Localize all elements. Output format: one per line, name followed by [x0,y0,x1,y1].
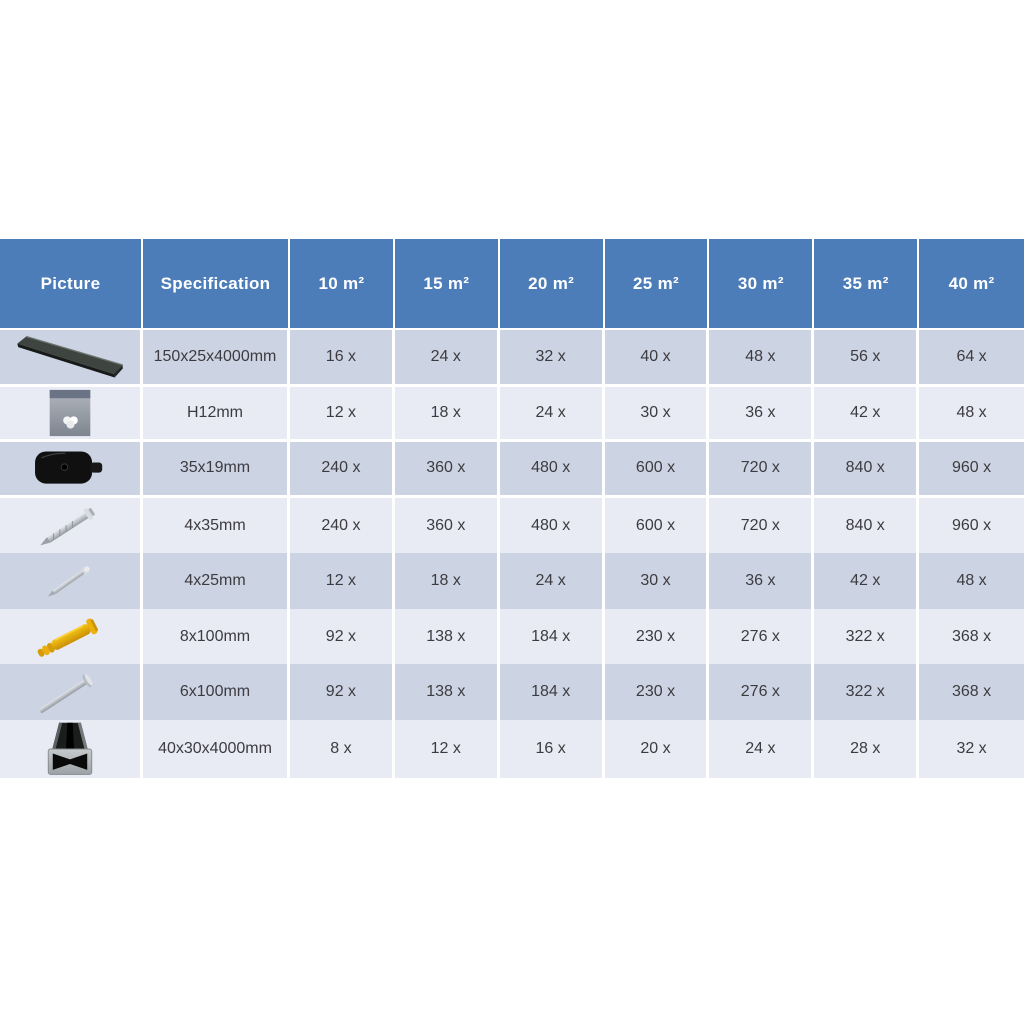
qty-cell: 18 x [395,553,500,609]
qty-cell: 960 x [919,442,1024,495]
picture-cell [0,330,143,384]
spec-cell: 35x19mm [143,442,290,495]
picture-cell [0,387,143,440]
table-header-row [0,239,1024,328]
spec-cell: 8x100mm [143,609,290,665]
qty-cell: 480 x [500,442,605,495]
qty-cell: 24 x [500,387,605,440]
table-row [0,606,1024,662]
qty-cell: 56 x [814,330,919,384]
column-header-30m2: 30 m² [709,239,814,328]
column-header-15m2: 15 m² [395,239,500,328]
column-header-20m2: 20 m² [500,239,605,328]
qty-cell: 138 x [395,664,500,720]
spec-cell: 4x35mm [143,498,290,554]
qty-cell: 12 x [290,553,395,609]
picture-cell [0,720,143,778]
qty-cell: 840 x [814,498,919,554]
qty-cell: 360 x [395,442,500,495]
qty-cell: 276 x [709,609,814,665]
qty-cell: 42 x [814,387,919,440]
picture-cell [0,553,143,609]
qty-cell: 368 x [919,609,1024,665]
column-header-40m2: 40 m² [919,239,1024,328]
qty-cell: 230 x [605,664,710,720]
qty-cell: 92 x [290,609,395,665]
column-header-10m2: 10 m² [290,239,395,328]
qty-cell: 18 x [395,387,500,440]
table-row [0,384,1024,440]
table-row [0,328,1024,384]
column-header-specification: Specification [143,239,290,328]
spec-cell: H12mm [143,387,290,440]
qty-cell: 42 x [814,553,919,609]
qty-cell: 840 x [814,442,919,495]
qty-cell: 48 x [919,387,1024,440]
table-row [0,661,1024,717]
qty-cell: 64 x [919,330,1024,384]
qty-cell: 276 x [709,664,814,720]
qty-cell: 720 x [709,442,814,495]
spec-cell: 4x25mm [143,553,290,609]
spec-cell: 6x100mm [143,664,290,720]
table-row [0,439,1024,495]
qty-cell: 12 x [395,720,500,778]
start-clip-image [0,387,140,440]
fixing-clip-image [0,442,140,495]
qty-cell: 24 x [500,553,605,609]
table-body [0,328,1024,772]
qty-cell: 184 x [500,609,605,665]
qty-cell: 600 x [605,442,710,495]
qty-cell: 138 x [395,609,500,665]
qty-cell: 92 x [290,664,395,720]
small-screw-image [0,553,140,609]
qty-cell: 32 x [500,330,605,384]
qty-cell: 32 x [919,720,1024,778]
qty-cell: 48 x [919,553,1024,609]
qty-cell: 184 x [500,664,605,720]
qty-cell: 28 x [814,720,919,778]
qty-cell: 16 x [290,330,395,384]
qty-cell: 240 x [290,498,395,554]
table-row [0,717,1024,773]
qty-cell: 36 x [709,553,814,609]
qty-cell: 40 x [605,330,710,384]
joist-profile-image [0,720,140,778]
column-header-picture: Picture [0,239,143,328]
qty-cell: 8 x [290,720,395,778]
qty-cell: 12 x [290,387,395,440]
qty-cell: 600 x [605,498,710,554]
decking-board-image [0,330,140,384]
qty-cell: 720 x [709,498,814,554]
nail-image [0,664,140,720]
qty-cell: 230 x [605,609,710,665]
qty-cell: 480 x [500,498,605,554]
column-header-35m2: 35 m² [814,239,919,328]
qty-cell: 368 x [919,664,1024,720]
qty-cell: 24 x [395,330,500,384]
screw-image [0,498,140,554]
picture-cell [0,609,143,665]
qty-cell: 36 x [709,387,814,440]
spec-cell: 40x30x4000mm [143,720,290,778]
qty-cell: 240 x [290,442,395,495]
picture-cell [0,664,143,720]
qty-cell: 322 x [814,609,919,665]
product-specification-table [0,239,1024,772]
qty-cell: 48 x [709,330,814,384]
qty-cell: 24 x [709,720,814,778]
qty-cell: 30 x [605,387,710,440]
qty-cell: 20 x [605,720,710,778]
qty-cell: 16 x [500,720,605,778]
spec-cell: 150x25x4000mm [143,330,290,384]
table-row [0,550,1024,606]
wall-plug-image [0,609,140,665]
picture-cell [0,442,143,495]
qty-cell: 360 x [395,498,500,554]
column-header-25m2: 25 m² [605,239,710,328]
qty-cell: 30 x [605,553,710,609]
picture-cell [0,498,143,554]
qty-cell: 322 x [814,664,919,720]
table-row [0,495,1024,551]
qty-cell: 960 x [919,498,1024,554]
